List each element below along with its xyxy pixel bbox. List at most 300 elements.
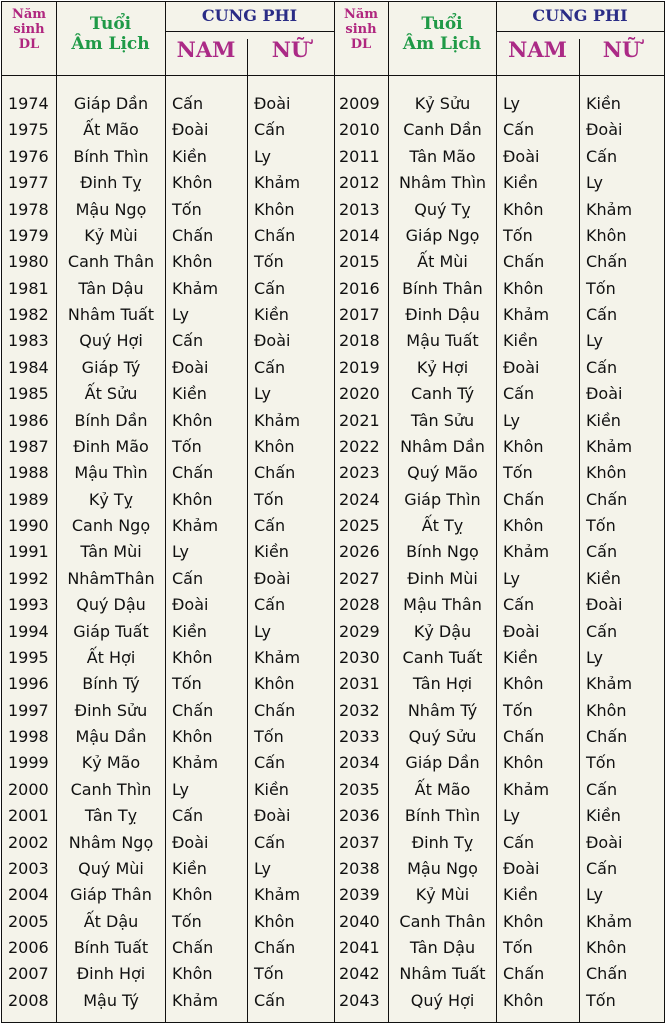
nam-cell: Khôn xyxy=(503,199,544,219)
nu-cell: Chấn xyxy=(254,938,296,957)
year-cell: 1998 xyxy=(8,727,49,746)
nu-cell: Tốn xyxy=(254,489,284,509)
nam-cell: Chấn xyxy=(503,727,545,746)
nam-cell: Ly xyxy=(503,568,520,588)
tuoi-cell: Đinh Tỵ xyxy=(411,832,474,852)
tuoi-cell: Đinh Tỵ xyxy=(80,173,142,193)
tuoi-cell: Quý Hợi xyxy=(79,331,143,351)
year-cell: 1979 xyxy=(8,225,49,245)
year-cell: 2007 xyxy=(8,964,49,984)
nam-cell: Đoài xyxy=(172,832,209,852)
nam-cell: Khảm xyxy=(503,542,550,562)
year-cell: 2023 xyxy=(339,463,380,483)
tuoi-cell: Nhâm Tuất xyxy=(399,964,486,984)
nu-cell: Cấn xyxy=(254,278,286,298)
nam-cell: Cấn xyxy=(172,568,204,588)
year-cell: 1983 xyxy=(8,331,49,351)
nu-cell: Đoài xyxy=(254,568,291,588)
divider xyxy=(165,31,334,32)
year-cell: 2012 xyxy=(339,173,380,193)
nam-cell: Khôn xyxy=(172,964,213,984)
tuoi-cell: Ất Sửu xyxy=(84,384,138,404)
year-cell: 2009 xyxy=(339,94,380,113)
tuoi-cell: Bính Dần xyxy=(74,410,148,430)
nu-cell: Khảm xyxy=(254,647,301,667)
nam-cell: Khảm xyxy=(172,753,219,773)
nam-cell: Cấn xyxy=(503,595,535,615)
nam-cell: Ly xyxy=(503,806,520,826)
year-cell: 2026 xyxy=(339,542,380,562)
nam-cell: Khảm xyxy=(172,516,219,535)
divider xyxy=(2,75,664,76)
nam-cell: Kiền xyxy=(503,885,538,905)
nam-cell: Kiền xyxy=(172,621,207,641)
nam-cell: Khôn xyxy=(172,173,213,193)
nu-cell: Kiền xyxy=(254,305,289,324)
nu-cell: Cấn xyxy=(254,832,286,852)
nu-cell: Tốn xyxy=(586,990,616,1010)
nam-cell: Ly xyxy=(503,94,520,113)
nu-cell: Cấn xyxy=(254,753,286,773)
tuoi-cell: Canh Dần xyxy=(403,120,482,140)
year-cell: 2032 xyxy=(339,700,380,720)
year-cell: 2004 xyxy=(8,885,49,905)
nu-cell: Kiền xyxy=(254,779,289,799)
year-cell: 2030 xyxy=(339,647,380,667)
nam-cell: Khôn xyxy=(172,489,213,509)
tuoi-cell: Mậu Tuất xyxy=(406,331,479,351)
nu-cell: Cấn xyxy=(586,146,618,166)
nu-cell: Khôn xyxy=(586,225,627,245)
tuoi-cell: Đinh Mùi xyxy=(407,568,478,588)
nu-cell: Cấn xyxy=(254,595,286,615)
tuoi-cell: Kỷ Mão xyxy=(81,753,141,773)
nam-cell: Khôn xyxy=(172,647,213,667)
tuoi-cell: Tân Hợi xyxy=(412,674,473,694)
year-cell: 1981 xyxy=(8,278,49,298)
tuoi-header-line: Âm Lịch xyxy=(71,33,150,54)
tuoi-header xyxy=(56,15,165,54)
nu-cell: Chấn xyxy=(586,727,628,746)
tuoi-cell: Ất Tỵ xyxy=(421,516,464,535)
year-cell: 2028 xyxy=(339,595,380,615)
nu-header: NỮ xyxy=(271,37,310,62)
year-cell: 2013 xyxy=(339,199,380,219)
nu-cell: Cấn xyxy=(586,357,618,377)
year-cell: 2040 xyxy=(339,911,380,931)
year-header-line: sinh xyxy=(345,21,377,37)
nam-cell: Kiền xyxy=(172,384,207,404)
tuoi-cell: Nhâm Tý xyxy=(407,700,478,720)
year-cell: 1988 xyxy=(8,463,49,483)
tuoi-cell: Bính Tuất xyxy=(73,938,149,957)
nu-cell: Tốn xyxy=(586,278,616,298)
year-cell: 1990 xyxy=(8,516,49,535)
nam-cell: Khôn xyxy=(503,674,544,694)
tuoi-cell: Mậu Ngọ xyxy=(407,858,478,878)
nam-cell: Đoài xyxy=(172,595,209,615)
year-cell: 2029 xyxy=(339,621,380,641)
nu-cell: Chấn xyxy=(254,463,296,483)
tuoi-cell: Nhâm Thìn xyxy=(398,173,487,193)
nu-cell: Ly xyxy=(586,173,603,193)
nu-cell: Ly xyxy=(254,146,271,166)
nam-cell: Ly xyxy=(503,410,520,430)
cung-phi-header: CUNG PHI xyxy=(532,6,628,25)
tuoi-column xyxy=(389,91,496,1014)
nam-cell: Tốn xyxy=(172,911,202,931)
nu-cell: Khôn xyxy=(586,463,627,483)
tuoi-cell: Ất Mùi xyxy=(417,252,468,272)
tuoi-cell: Ất Mão xyxy=(414,779,471,799)
nam-cell: Chấn xyxy=(503,252,545,272)
nu-cell: Đoài xyxy=(586,384,623,404)
tuoi-cell: Canh Tý xyxy=(410,384,475,404)
tuoi-cell: Quý Sửu xyxy=(408,727,477,746)
nam-header: NAM xyxy=(508,37,567,62)
year-cell: 2015 xyxy=(339,252,380,272)
year-cell: 2035 xyxy=(339,779,380,799)
nam-cell: Cấn xyxy=(503,384,535,404)
nam-cell: Khôn xyxy=(503,516,544,535)
nu-cell: Đoài xyxy=(586,832,623,852)
tuoi-cell: Giáp Tý xyxy=(81,357,141,377)
nu-cell: Kiền xyxy=(254,542,289,562)
tuoi-header xyxy=(388,15,496,54)
nam-cell: Kiền xyxy=(503,331,538,351)
nu-cell: Cấn xyxy=(586,305,618,324)
year-cell: 1992 xyxy=(8,568,49,588)
tuoi-cell: Bính Thìn xyxy=(404,806,481,826)
year-header-line: Năm xyxy=(11,7,47,22)
tuoi-cell: Canh Tuất xyxy=(402,647,483,667)
year-column xyxy=(335,91,388,1014)
nam-cell: Khôn xyxy=(172,252,213,272)
year-cell: 2036 xyxy=(339,806,380,826)
year-cell: 2011 xyxy=(339,146,380,166)
tuoi-cell: Quý Dậu xyxy=(76,595,146,615)
tuoi-cell: Ất Hợi xyxy=(86,647,136,667)
nu-cell: Ly xyxy=(586,885,603,905)
nu-cell: Khảm xyxy=(586,436,633,456)
nu-cell: Kiền xyxy=(586,806,621,826)
tuoi-cell: Canh Thân xyxy=(67,252,155,272)
year-cell: 1985 xyxy=(8,384,49,404)
nam-cell: Đoài xyxy=(503,621,540,641)
tuoi-cell: Tân Mão xyxy=(409,146,476,166)
nam-column xyxy=(166,91,247,1014)
nu-cell: Tốn xyxy=(586,753,616,773)
tuoi-cell: Đinh Hợi xyxy=(76,964,146,984)
nu-cell: Cấn xyxy=(254,516,286,535)
year-cell: 2010 xyxy=(339,120,380,140)
year-cell: 1976 xyxy=(8,146,49,166)
nu-cell: Chấn xyxy=(254,225,296,245)
year-cell: 1989 xyxy=(8,489,49,509)
nu-cell: Ly xyxy=(254,384,271,404)
tuoi-cell: Giáp Dần xyxy=(405,753,480,773)
nu-cell: Tốn xyxy=(254,964,284,984)
year-header xyxy=(334,8,388,53)
year-cell: 1980 xyxy=(8,252,49,272)
year-cell: 1984 xyxy=(8,357,49,377)
year-header-line: Năm xyxy=(343,7,379,22)
nu-cell: Cấn xyxy=(586,858,618,878)
nu-cell: Kiền xyxy=(586,568,621,588)
year-cell: 2020 xyxy=(339,384,380,404)
tuoi-cell: Kỷ Hợi xyxy=(416,357,469,377)
tuoi-column xyxy=(57,91,165,1014)
year-cell: 2008 xyxy=(8,990,49,1010)
tuoi-cell: Mậu Dần xyxy=(75,727,147,746)
tuoi-cell: Bính Ngọ xyxy=(406,542,479,562)
nu-cell: Đoài xyxy=(254,331,291,351)
nu-cell: Cấn xyxy=(254,990,286,1010)
tuoi-cell: Giáp Dần xyxy=(73,94,149,113)
nam-cell: Khảm xyxy=(172,990,219,1010)
year-cell: 1995 xyxy=(8,647,49,667)
nam-cell: Cấn xyxy=(503,120,535,140)
nu-cell: Khảm xyxy=(586,911,633,931)
nam-cell: Khôn xyxy=(503,911,544,931)
nam-cell: Chấn xyxy=(172,463,214,483)
year-cell: 2014 xyxy=(339,225,380,245)
tuoi-cell: Tân Dậu xyxy=(78,278,144,298)
nu-cell: Ly xyxy=(586,331,603,351)
tuoi-cell: Tân Dậu xyxy=(409,938,476,957)
nam-cell: Tốn xyxy=(172,199,202,219)
tuoi-header-line: Tuổi xyxy=(89,14,132,34)
nu-cell: Khảm xyxy=(586,199,633,219)
nu-column xyxy=(248,91,334,1014)
year-cell: 2037 xyxy=(339,832,380,852)
tuoi-cell: Nhâm Dần xyxy=(400,436,485,456)
nu-cell: Khảm xyxy=(586,674,633,694)
nu-cell: Đoài xyxy=(586,120,623,140)
tuoi-cell: Giáp Thìn xyxy=(404,489,481,509)
year-cell: 2041 xyxy=(339,938,380,957)
nu-cell: Khảm xyxy=(254,173,301,193)
tuoi-cell: Ất Dậu xyxy=(83,911,139,931)
nam-cell: Khôn xyxy=(503,436,544,456)
tuoi-cell: Đinh Dậu xyxy=(405,305,480,324)
divider xyxy=(496,31,664,32)
tuoi-cell: Giáp Thân xyxy=(70,885,152,905)
year-cell: 1993 xyxy=(8,595,49,615)
tuoi-cell: Kỷ Mùi xyxy=(84,225,138,245)
tuoi-cell: Giáp Tuất xyxy=(73,621,149,641)
tuoi-cell: Quý Hợi xyxy=(410,990,475,1010)
nam-cell: Khôn xyxy=(503,990,544,1010)
year-cell: 2005 xyxy=(8,911,49,931)
tuoi-cell: Mậu Ngọ xyxy=(75,199,147,219)
tuoi-header-line: Âm Lịch xyxy=(402,33,482,54)
year-cell: 2003 xyxy=(8,858,49,878)
year-cell: 1994 xyxy=(8,621,49,641)
nu-cell: Tốn xyxy=(254,252,284,272)
tuoi-cell: Kỷ Tỵ xyxy=(88,489,134,509)
nu-cell: Khôn xyxy=(254,674,295,694)
tuoi-cell: Đinh Mão xyxy=(73,436,149,456)
nam-cell: Tốn xyxy=(503,938,533,957)
nam-cell: Cấn xyxy=(172,331,204,351)
year-cell: 2022 xyxy=(339,436,380,456)
tuoi-header-line: Tuổi xyxy=(421,14,463,34)
year-header-line: DL xyxy=(350,36,372,52)
nu-cell: Cấn xyxy=(586,621,618,641)
nu-header: NỮ xyxy=(602,37,641,62)
year-cell: 2001 xyxy=(8,806,49,826)
year-cell: 2024 xyxy=(339,489,380,509)
year-cell: 1975 xyxy=(8,120,49,140)
tuoi-cell: NhâmThân xyxy=(67,568,155,588)
nam-cell: Cấn xyxy=(172,806,204,826)
cung-phi-table xyxy=(1,1,665,1023)
tuoi-cell: Mậu Tý xyxy=(83,990,139,1010)
nam-header: NAM xyxy=(176,37,236,62)
nam-cell: Kiền xyxy=(503,647,538,667)
year-cell: 2039 xyxy=(339,885,380,905)
year-cell: 1986 xyxy=(8,410,49,430)
tuoi-cell: Mậu Thân xyxy=(403,595,482,615)
nu-cell: Khôn xyxy=(254,436,295,456)
nam-cell: Khảm xyxy=(503,305,550,324)
nam-cell: Ly xyxy=(172,542,189,562)
nu-cell: Ly xyxy=(586,647,603,667)
tuoi-cell: Đinh Sửu xyxy=(74,700,148,720)
tuoi-cell: Mậu Thìn xyxy=(74,463,148,483)
tuoi-cell: Quý Mão xyxy=(407,463,478,483)
nu-cell: Khảm xyxy=(254,410,301,430)
nam-cell: Cấn xyxy=(503,832,535,852)
year-cell: 2034 xyxy=(339,753,380,773)
nam-cell: Đoài xyxy=(503,858,540,878)
tuoi-cell: Nhâm Ngọ xyxy=(68,832,154,852)
tuoi-cell: Ất Mão xyxy=(83,120,139,140)
tuoi-cell: Tân Mùi xyxy=(80,542,142,562)
year-cell: 2042 xyxy=(339,964,380,984)
year-cell: 2033 xyxy=(339,727,380,746)
nam-cell: Khôn xyxy=(172,727,213,746)
nam-cell: Khôn xyxy=(172,885,213,905)
nu-cell: Tốn xyxy=(254,727,284,746)
nu-cell: Kiền xyxy=(586,94,621,113)
nu-cell: Chấn xyxy=(586,489,628,509)
nu-cell: Đoài xyxy=(254,806,291,826)
year-cell: 1997 xyxy=(8,700,49,720)
nam-cell: Tốn xyxy=(172,674,202,694)
nu-cell: Chấn xyxy=(254,700,296,720)
year-cell: 1987 xyxy=(8,436,49,456)
nu-cell: Chấn xyxy=(586,964,628,984)
nu-cell: Kiền xyxy=(586,410,621,430)
year-column xyxy=(2,91,56,1014)
nam-cell: Đoài xyxy=(503,357,540,377)
nu-cell: Cấn xyxy=(586,542,618,562)
nam-cell: Chấn xyxy=(503,964,545,984)
year-cell: 1982 xyxy=(8,305,49,324)
tuoi-cell: Bính Thân xyxy=(402,278,483,298)
year-cell: 2043 xyxy=(339,990,380,1010)
tuoi-cell: Canh Thân xyxy=(399,911,486,931)
year-cell: 2016 xyxy=(339,278,380,298)
nu-cell: Cấn xyxy=(254,120,286,140)
nam-cell: Khôn xyxy=(172,410,213,430)
year-cell: 2000 xyxy=(8,779,49,799)
nam-cell: Kiền xyxy=(172,146,207,166)
tuoi-cell: Kỷ Mùi xyxy=(415,885,470,905)
tuoi-cell: Kỷ Dậu xyxy=(413,621,472,641)
year-cell: 2027 xyxy=(339,568,380,588)
nam-cell: Chấn xyxy=(172,938,214,957)
nam-cell: Ly xyxy=(172,779,189,799)
tuoi-cell: Canh Thìn xyxy=(70,779,152,799)
year-cell: 1978 xyxy=(8,199,49,219)
nam-cell: Chấn xyxy=(172,700,214,720)
nam-cell: Đoài xyxy=(172,357,209,377)
nam-cell: Khảm xyxy=(172,278,219,298)
nam-cell: Tốn xyxy=(503,225,533,245)
nu-cell: Tốn xyxy=(586,516,616,535)
nam-cell: Khôn xyxy=(503,753,544,773)
year-cell: 2025 xyxy=(339,516,380,535)
nu-cell: Khôn xyxy=(254,199,295,219)
tuoi-cell: Bính Thìn xyxy=(73,146,149,166)
tuoi-cell: Kỷ Sửu xyxy=(414,94,471,113)
nam-cell: Chấn xyxy=(172,225,214,245)
nu-cell: Ly xyxy=(254,621,271,641)
nu-cell: Khôn xyxy=(586,938,627,957)
year-cell: 2006 xyxy=(8,938,49,957)
nam-column xyxy=(497,91,579,1014)
nu-cell: Ly xyxy=(254,858,271,878)
nu-cell: Khôn xyxy=(586,700,627,720)
year-cell: 1996 xyxy=(8,674,49,694)
year-cell: 2002 xyxy=(8,832,49,852)
nu-cell: Đoài xyxy=(254,94,291,113)
tuoi-cell: Tân Tỵ xyxy=(84,806,138,826)
year-header-line: sinh xyxy=(13,21,45,37)
tuoi-cell: Tân Sửu xyxy=(410,410,475,430)
nam-cell: Đoài xyxy=(172,120,209,140)
nam-cell: Khảm xyxy=(503,779,550,799)
nu-cell: Khảm xyxy=(254,885,301,905)
nam-cell: Kiền xyxy=(503,173,538,193)
nam-cell: Tốn xyxy=(503,700,533,720)
tuoi-cell: Bính Tý xyxy=(82,674,140,694)
tuoi-cell: Canh Ngọ xyxy=(71,516,151,535)
nam-cell: Tốn xyxy=(503,463,533,483)
nu-cell: Khôn xyxy=(254,911,295,931)
year-cell: 2017 xyxy=(339,305,380,324)
year-cell: 2018 xyxy=(339,331,380,351)
year-cell: 2019 xyxy=(339,357,380,377)
nu-column xyxy=(580,91,664,1014)
nam-cell: Kiền xyxy=(172,858,207,878)
tuoi-cell: Quý Tỵ xyxy=(414,199,471,219)
nam-cell: Đoài xyxy=(503,146,540,166)
year-cell: 1999 xyxy=(8,753,49,773)
year-cell: 2021 xyxy=(339,410,380,430)
nu-cell: Cấn xyxy=(586,779,618,799)
nam-cell: Cấn xyxy=(172,94,204,113)
cung-phi-header: CUNG PHI xyxy=(201,6,298,25)
nam-cell: Ly xyxy=(172,305,189,324)
nu-cell: Cấn xyxy=(254,357,286,377)
year-header xyxy=(2,8,56,53)
nam-cell: Khôn xyxy=(503,278,544,298)
nu-cell: Đoài xyxy=(586,595,623,615)
